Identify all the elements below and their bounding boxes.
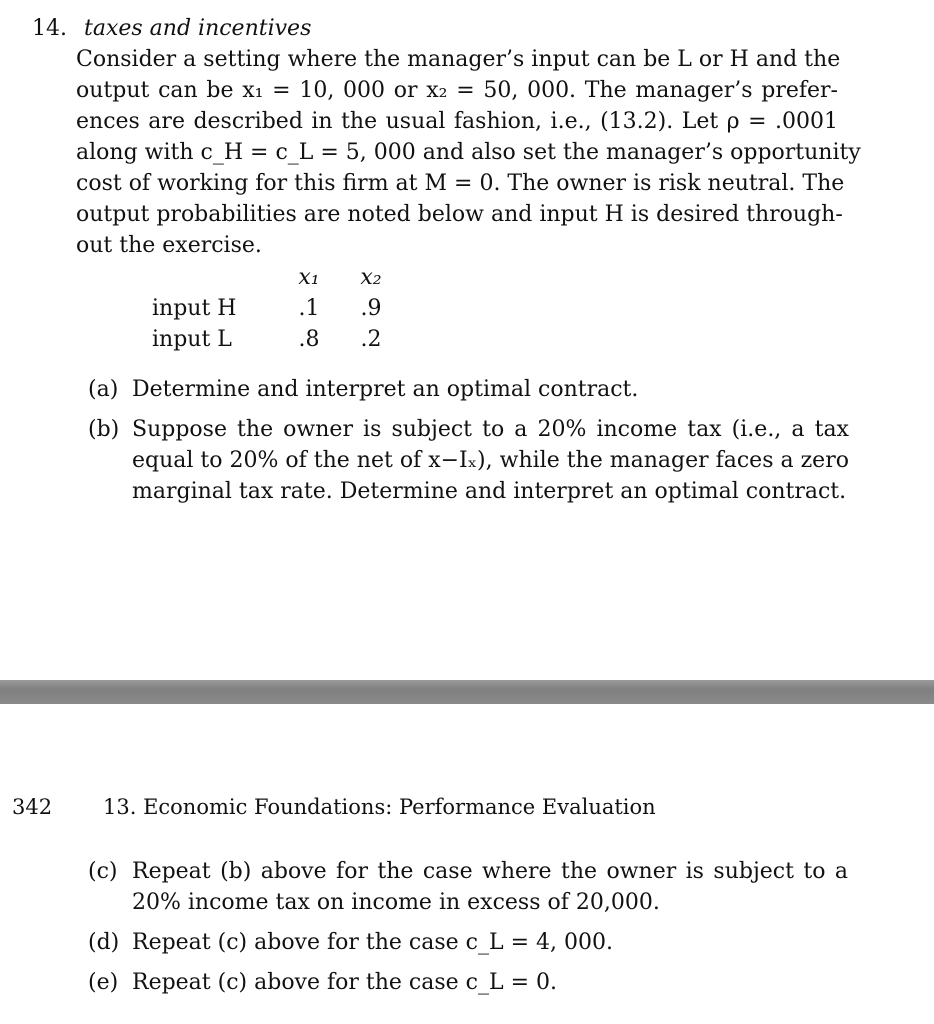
part-label: (d) [88, 930, 120, 955]
part-c [88, 856, 848, 918]
part-e [88, 967, 848, 998]
running-header [0, 792, 934, 822]
row-label: input H [152, 296, 237, 321]
problem-heading [32, 14, 311, 44]
part-text: Determine and interpret an optimal contract. [132, 377, 639, 402]
page-number: 342 [12, 795, 53, 819]
table-cell: .8 [298, 327, 320, 352]
table-header-row [152, 262, 402, 293]
table-cell: .1 [298, 296, 320, 321]
part-d [88, 927, 848, 958]
part-label: (c) [88, 859, 118, 884]
parts-list-bottom [88, 856, 848, 998]
part-label: (b) [88, 417, 120, 442]
row-label: input L [152, 327, 232, 352]
probability-table [152, 262, 402, 355]
part-label: (e) [88, 970, 119, 995]
statement-line: cost of working for this firm at M = 0. The owner is risk neutral. The [76, 171, 845, 196]
column-header-x2: x₂ [360, 265, 382, 290]
part-text: Repeat (c) above for the case c_L = 4, 000. [132, 930, 613, 955]
chapter-title: 13. Economic Foundations: Performance Evaluation [103, 795, 656, 819]
statement-line: out the exercise. [76, 233, 262, 258]
problem-number: 14. [32, 16, 67, 41]
problem-statement [76, 44, 861, 261]
table-row [152, 293, 402, 324]
part-text-line: equal to 20% of the net of x−Iₓ), while the manager faces a zero [132, 448, 849, 473]
table-cell: .9 [360, 296, 382, 321]
part-text-line: 20% income tax on income in excess of 20,000. [132, 890, 660, 915]
parts-list-top [88, 374, 848, 507]
part-text-line: Suppose the owner is subject to a 20% income tax (i.e., a tax [132, 417, 849, 442]
part-label: (a) [88, 377, 119, 402]
column-header-x1: x₁ [298, 265, 320, 290]
part-text-line: marginal tax rate. Determine and interpret an optimal contract. [132, 479, 847, 504]
statement-line: output probabilities are noted below and input H is desired through- [76, 202, 843, 227]
table-row [152, 324, 402, 355]
statement-line: ences are described in the usual fashion, i.e., (13.2). Let ρ = .0001 [76, 109, 838, 134]
part-text-line: Repeat (b) above for the case where the owner is subject to a [132, 859, 848, 884]
page-divider [0, 680, 934, 704]
statement-line: along with c_H = c_L = 5, 000 and also set the manager’s opportunity [76, 140, 861, 165]
part-a [88, 374, 848, 405]
table-cell: .2 [360, 327, 382, 352]
statement-line: Consider a setting where the manager’s input can be L or H and the [76, 47, 841, 72]
problem-title: taxes and incentives [84, 16, 312, 41]
part-b [88, 414, 848, 507]
statement-line: output can be x₁ = 10, 000 or x₂ = 50, 000. The manager’s prefer- [76, 78, 838, 103]
part-text: Repeat (c) above for the case c_L = 0. [132, 970, 558, 995]
